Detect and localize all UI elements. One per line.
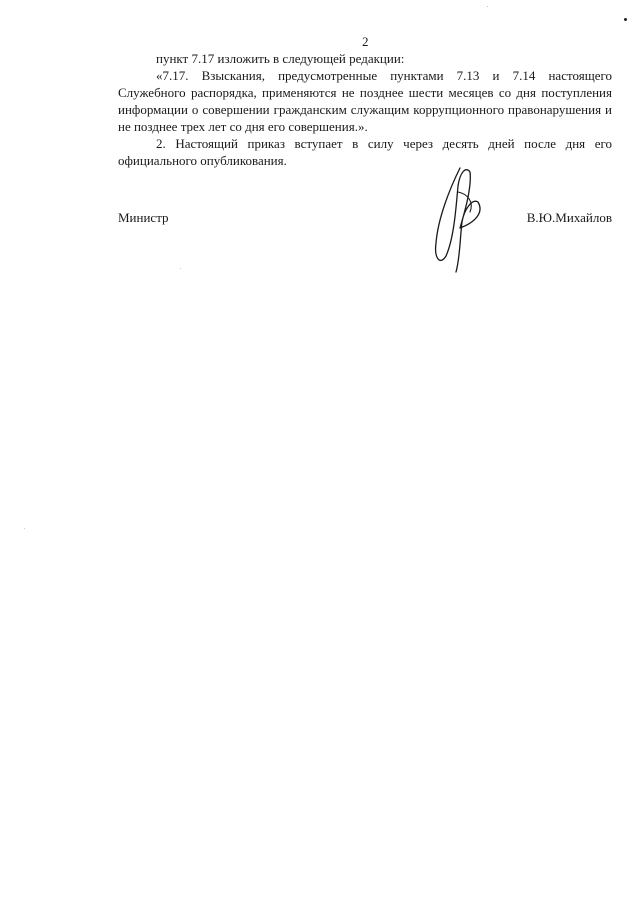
scan-speck	[180, 268, 181, 269]
document-body	[118, 50, 612, 169]
paragraph: пункт 7.17 изложить в следующей редакции:	[156, 51, 405, 66]
signatory-position: Министр	[118, 210, 169, 225]
scan-speck	[624, 18, 627, 21]
handwritten-signature	[420, 158, 500, 278]
scan-speck	[24, 528, 25, 529]
page-number: 2	[362, 34, 369, 49]
scan-speck	[487, 6, 488, 7]
signatory-name: В.Ю.Михайлов	[526, 210, 612, 225]
paragraph: «7.17. Взыскания, предусмотренные пунктами 7.13 и 7.14 настоящего Служебного распорядка, применяются не позднее шести месяцев со дня поступления информации о совершении гражданским служащим коррупционного правонарушения и не позднее трех лет со дня его совершения.».	[118, 68, 612, 134]
paragraph: 2. Настоящий приказ вступает в силу через десять дней после дня его официального опубликования.	[118, 136, 612, 168]
